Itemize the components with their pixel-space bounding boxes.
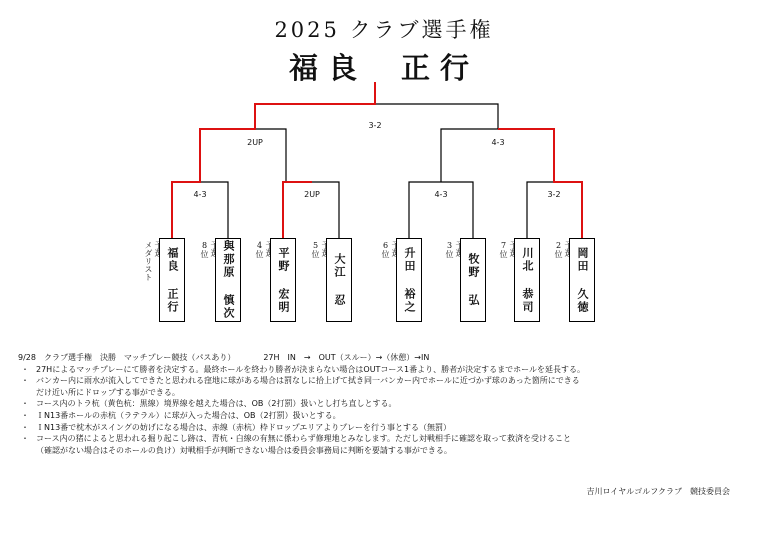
note-item: ・ ＩN13番ホールの赤杭（ラテラル）に球が入った場合は、OB（2打罰）扱いとする。 xyxy=(21,410,341,420)
score-qf-2: 2UP xyxy=(304,190,320,199)
player-seed: 4位 xyxy=(255,241,264,258)
player-name: 川北 恭司 xyxy=(514,238,540,322)
score-qf-4: 3-2 xyxy=(547,190,561,199)
score-final: 3-2 xyxy=(368,121,382,130)
player-name: 福良 正行 xyxy=(159,238,185,322)
champion-family-name: 福良 xyxy=(288,51,367,85)
competition-notes xyxy=(14,352,754,456)
player-seed: 2位 xyxy=(554,241,563,258)
player-name: 大江 忍 xyxy=(326,238,352,322)
notes-header: 9/28 クラブ選手権 決勝 マッチプレー競技（パスあり） 27H IN → OUT（スルー）→（休憩）→IN xyxy=(18,353,430,362)
player-seed: メダリスト xyxy=(144,241,153,281)
score-qf-3: 4-3 xyxy=(434,190,448,199)
note-item-continued: （確認がない場合はそのホールの負け）対戦相手が判断できない場合は委員会事務局に判断を要請する事ができる。 xyxy=(36,445,452,455)
player-name: 岡田 久徳 xyxy=(569,238,595,322)
score-semifinal-right: 4-3 xyxy=(491,138,505,147)
player-seed: 7位 xyxy=(499,241,508,258)
score-qf-1: 4-3 xyxy=(193,190,207,199)
note-item-continued: だけ近い所にドロップする事ができる。 xyxy=(36,387,180,397)
player-seed: 6位 xyxy=(381,241,390,258)
note-item: ・ ＩN13番で枕木がスイングの妨げになる場合は、赤線（赤杭）枠ドロップエリアよりプレーを行う事とする（無罰） xyxy=(21,422,451,432)
champion-given-name: 正行 xyxy=(401,51,480,85)
score-semifinal-left: 2UP xyxy=(247,138,263,147)
bracket-line xyxy=(255,129,286,182)
player-seed: 3位 xyxy=(445,241,454,258)
player-name: 平野 宏明 xyxy=(270,238,296,322)
note-item: ・ コース内の猪によると思われる掘り起こし跡は、青杭・白線の有無に係わらず修理地とみなします。ただし対戦相手に確認を取って救済を受けること xyxy=(21,434,571,444)
bracket-line xyxy=(441,129,498,182)
player-name: 牧野 弘 xyxy=(460,238,486,322)
player-name: 與那原 慎次 xyxy=(215,238,241,322)
winner-line xyxy=(498,129,582,238)
player-seed: 5位 xyxy=(311,241,320,258)
player-seed: 8位 xyxy=(200,241,209,258)
page-title: 2025 クラブ選手権 xyxy=(274,18,494,42)
organizer-footer: 吉川ロイヤルゴルフクラブ 競技委員会 xyxy=(586,487,730,496)
player-name: 升田 裕之 xyxy=(396,238,422,322)
note-item: ・ 27Hによるマッチプレーにて勝者を決定する。最終ホールを終わり勝者が決まらない場合はOUTコース1番より、勝者が決定するまでホールを延長する。 xyxy=(21,364,585,374)
note-item: ・ バンカー内に雨水が流入してできたと思われる窪地に球がある場合は罰なしに拾上げて拭き同一バンカー内でホールに近づかず球のあった箇所にできる xyxy=(21,376,580,386)
winner-line xyxy=(172,82,375,238)
bracket-line xyxy=(375,104,498,129)
note-item: ・ コース内のトラ杭（黄色杭：黒線）境界線を越えた場合は、OB（2打罰）扱いとし打ち直しとする。 xyxy=(21,399,397,409)
